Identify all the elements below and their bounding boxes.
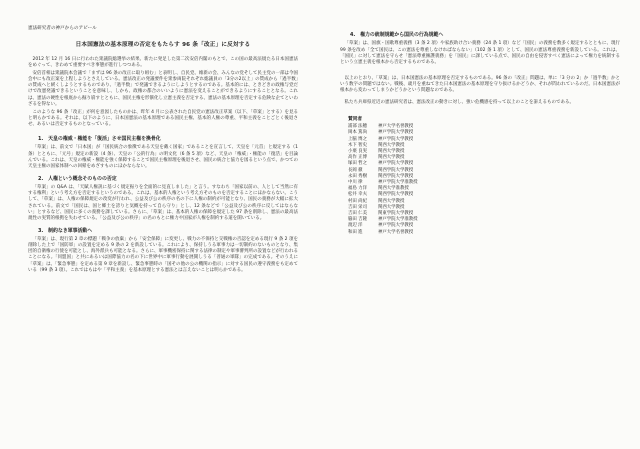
- signer-affiliation: 神戸学院大学教授: [378, 136, 414, 142]
- signer-name: 上脇 博之: [348, 136, 367, 142]
- signers-title: 賛同者: [348, 117, 363, 123]
- section-4-heading: 4. 権力の統制規範から国民の行為規範へ: [350, 32, 444, 38]
- section-4-paragraph: 「草案」は、国旗・国歌尊重義務（3 条 2 項）や家族助け合い義務（24 条 1 項）など「国民」の義務を数多く規定するとともに、現行 99 条を改め「全て国民は、この憲法を尊重しなければならない」（102 条 1 項）として、国民の憲法尊重義務を新設している。これは、「国民」に対して憲法を守らせ「憲法尊重擁護義務」を「国民」に課している点で、国民の自由を侵害すべく憲法によって権力を統制するという立憲主義を根本から否定するものである。: [340, 41, 620, 65]
- signer-row: [348, 230, 620, 236]
- signer-affiliation: 関西大学教授: [378, 142, 405, 148]
- signer-name: 塚田 哲之: [348, 161, 367, 167]
- signer-name: 和田 進: [348, 229, 363, 235]
- signers-list: [348, 124, 620, 236]
- closing-paragraph-2: 私たち兵庫県近辺の憲法研究者は、憲法改正の動きに対し、強い危機感を持って以上のことを訴えるものである。: [344, 100, 574, 106]
- signer-name: 福島 力洋: [348, 186, 367, 192]
- signer-name: 木下 智史: [348, 142, 367, 148]
- signer-affiliation: 関東学院大学教授: [378, 211, 414, 216]
- signer-affiliation: 神戸学院大学准教授: [378, 179, 418, 185]
- signer-affiliation: 関西学院大学教授: [378, 173, 414, 179]
- intro-paragraph-3: このような 96 条「改正」が何を意図したものかは、昨年 4 月に公表された自民党の憲法改正草案（以下、「草案」とする）を見ると明らかである。それは、以下のように、日本国憲法の基本原理である国民主権、基本的人権の尊重、平和主義をことごとく後退させ、あるいは否定するものとなっている。: [28, 109, 298, 127]
- section-2-paragraph: 「草案」の Q&A は、「天賦人権説に基づく規定振りを全面的に見直しました」と言う。すなわち「国家以前の、人として当然に有する権利」という考え方を否定するというのである。これは、基本的人権という考え方そのものを否定することにほかならない。こうして、「草案」は、人権の保障規定の改変が行われ、公益及び公の秩序の名の下に人権の制約が可能となり、国民の義務が大幅に拡大されている。前文で「国民は、国と郷土を誇りと気概を持って自ら守り」とし、12 条などで「公益及び公の秩序に反してはならない」とするなど、国民に多くの義務を課している。さらに、「草案」は、基本的人権の保障を規定した 97 条を削除し、憲法の最高法規性の実質的根拠を失わせている。「公益及び公の秩序」の名のもとに権力や国家が人権を制約する道を開いている。: [28, 185, 298, 221]
- section-1-paragraph: 「草案」は、前文で「日本国」が「国民統合の象徴である天皇を戴く国家」であることを宣言して、天皇を「元首」と規定する（1 条）とともに、「元号」規定の新設（4 条）、天皇の「公的行為」の明文化（6 条 5 項）など、天皇の「権威」・権能の「復活」を目論んでいる。これは、天皇の権威・権能を強く保障することで国民主権原理を後退させ、国民の統合と協力を図るという点で、かつての天皇主権の国家体制への回帰をめざすものにほかならない。: [28, 145, 298, 169]
- section-2-heading: 2. 人権という概念そのものの否定: [38, 175, 117, 182]
- signer-name: 吉田 仁美: [348, 211, 367, 216]
- signer-affiliation: 関西大学准教授: [378, 186, 409, 192]
- signer-name: 吉田 栄司: [348, 204, 367, 210]
- intro-paragraph-2: 安倍首相は衆議院本会議で「まずは 96 条の改正に取り組む」と表明し、自民党、維新の会、みんなの党そして民主党の一部は今国会中にも改正案を上程しようとさえしている。憲法改正の発議要件を衆参両院それぞれ総議員の「3分の2以上」の賛成から「過半数」の賛成へと緩くしようとするものであり、「過半数」で発議できるようにしようとするのである。基本的には、ときどきの政権与党だけで改憲発議できるということを意味し、しかも、政権の都合のいいように憲法を変えることができるようにすることとなる。これは、憲法の硬性を根底から掘り崩すとともに、国民主権を形骸化し立憲主義を否定する、憲法の基本原理を否定する危険な企てといわざるを得ない。: [28, 71, 298, 107]
- signer-affiliation: 神戸大学名誉教授: [378, 229, 414, 235]
- signer-affiliation: 神戸学院大学教授: [378, 223, 414, 229]
- signer-affiliation: 関西学院大学教授: [378, 167, 414, 173]
- signer-affiliation: 関西大学教授: [378, 198, 405, 204]
- closing-paragraph-1: 以上のとおり、「草案」は、日本国憲法の基本原理を否定するものである。96 条の「改正」問題は、単に「3 分の 2」か「過半数」かという数字の問題ではない。戦後、歳月を重ねてきた日本国憲法の基本原理を守り抜けるかどうか、それが問われているのだ。日本国憲法が根本から変わってしまうかどうかという問題なのである。: [340, 75, 620, 93]
- signer-name: 村田 尚紀: [348, 198, 367, 204]
- signer-name: 渡辺 洋: [348, 223, 363, 229]
- section-3-heading: 3. 制約なき軍事活動へ: [38, 227, 93, 234]
- signer-affiliation: 神戸大学名誉教授: [378, 124, 414, 130]
- document-title: 日本国憲法の基本原理の否定をもたらす 96 条「改正」に反対する: [75, 42, 251, 48]
- header-line: 憲法研究者の神戸からのアピール: [28, 26, 97, 31]
- signer-name: 脇田 吉隆: [348, 217, 367, 223]
- signer-name: 松井 幸夫: [348, 192, 367, 198]
- section-1-heading: 1. 天皇の権威・権能を「復活」させ国民主権を換骨化: [38, 136, 161, 143]
- signer-name: 中川 律: [348, 179, 363, 185]
- signer-name: 岡本 篤尚: [348, 130, 367, 136]
- section-3-paragraph: 「草案」は、現行第 2 章の標題「戦争の放棄」から「安全保障」に変更し、戦力の不保持と交戦権の否認を定める現行 9 条 2 項を削除した上で「国防軍」の設置を定める 9 条の 2 を新設している。これにより、保持しうる軍事力は一切制約のないものとなり、集団的自衛権の行使を可能とし、海外派兵も可能となる。さらに、軍事機密保持に関する法律の制定や軍事審判所の設置などが行われることになる。「同盟国」と共にあるいは国際協力の名の下に世界中に軍事行動を展開しうる「普通の軍隊」の完成である。そのうえに「草案」は、「緊急事態」を定める第 9 章を新設し、緊急事態時の「国その他の公の機関の指示」に対する国民の遵守義務をも定めている（99 条 3 項）。これではもはや「平和主義」を基本原理とする憲法とは言えないことは明らかである。: [28, 237, 298, 273]
- signer-affiliation: 関西学院大学教授: [378, 192, 414, 198]
- signer-affiliation: 関西大学教授: [378, 155, 405, 161]
- signer-name: 永田 秀樹: [348, 173, 367, 179]
- signer-affiliation: 関西大学教授: [378, 148, 405, 154]
- right-column: [340, 26, 620, 236]
- signer-name: 高作 正博: [348, 155, 367, 161]
- signer-name: 浦部 法穂: [348, 124, 367, 130]
- signer-affiliation: 関西大学教授: [378, 204, 405, 210]
- signer-affiliation: 神戸学院大学教授: [378, 161, 414, 167]
- signer-name: 小栗 良実: [348, 148, 367, 154]
- left-column: [28, 26, 298, 276]
- signer-affiliation: 神戸学院大学准教授: [378, 217, 418, 223]
- intro-paragraph-1: 2012 年 12 月 16 日に行われた衆議院総選挙の結果、新たに発足した第二次安倍内閣のもとで、この国の最高法規たる日本国憲法をめぐって、きわめて重要すべき事態が進行しつつある。: [28, 57, 298, 69]
- signer-affiliation: 神戸学院大学教授: [378, 130, 414, 136]
- signer-name: 長岡 徹: [348, 167, 363, 173]
